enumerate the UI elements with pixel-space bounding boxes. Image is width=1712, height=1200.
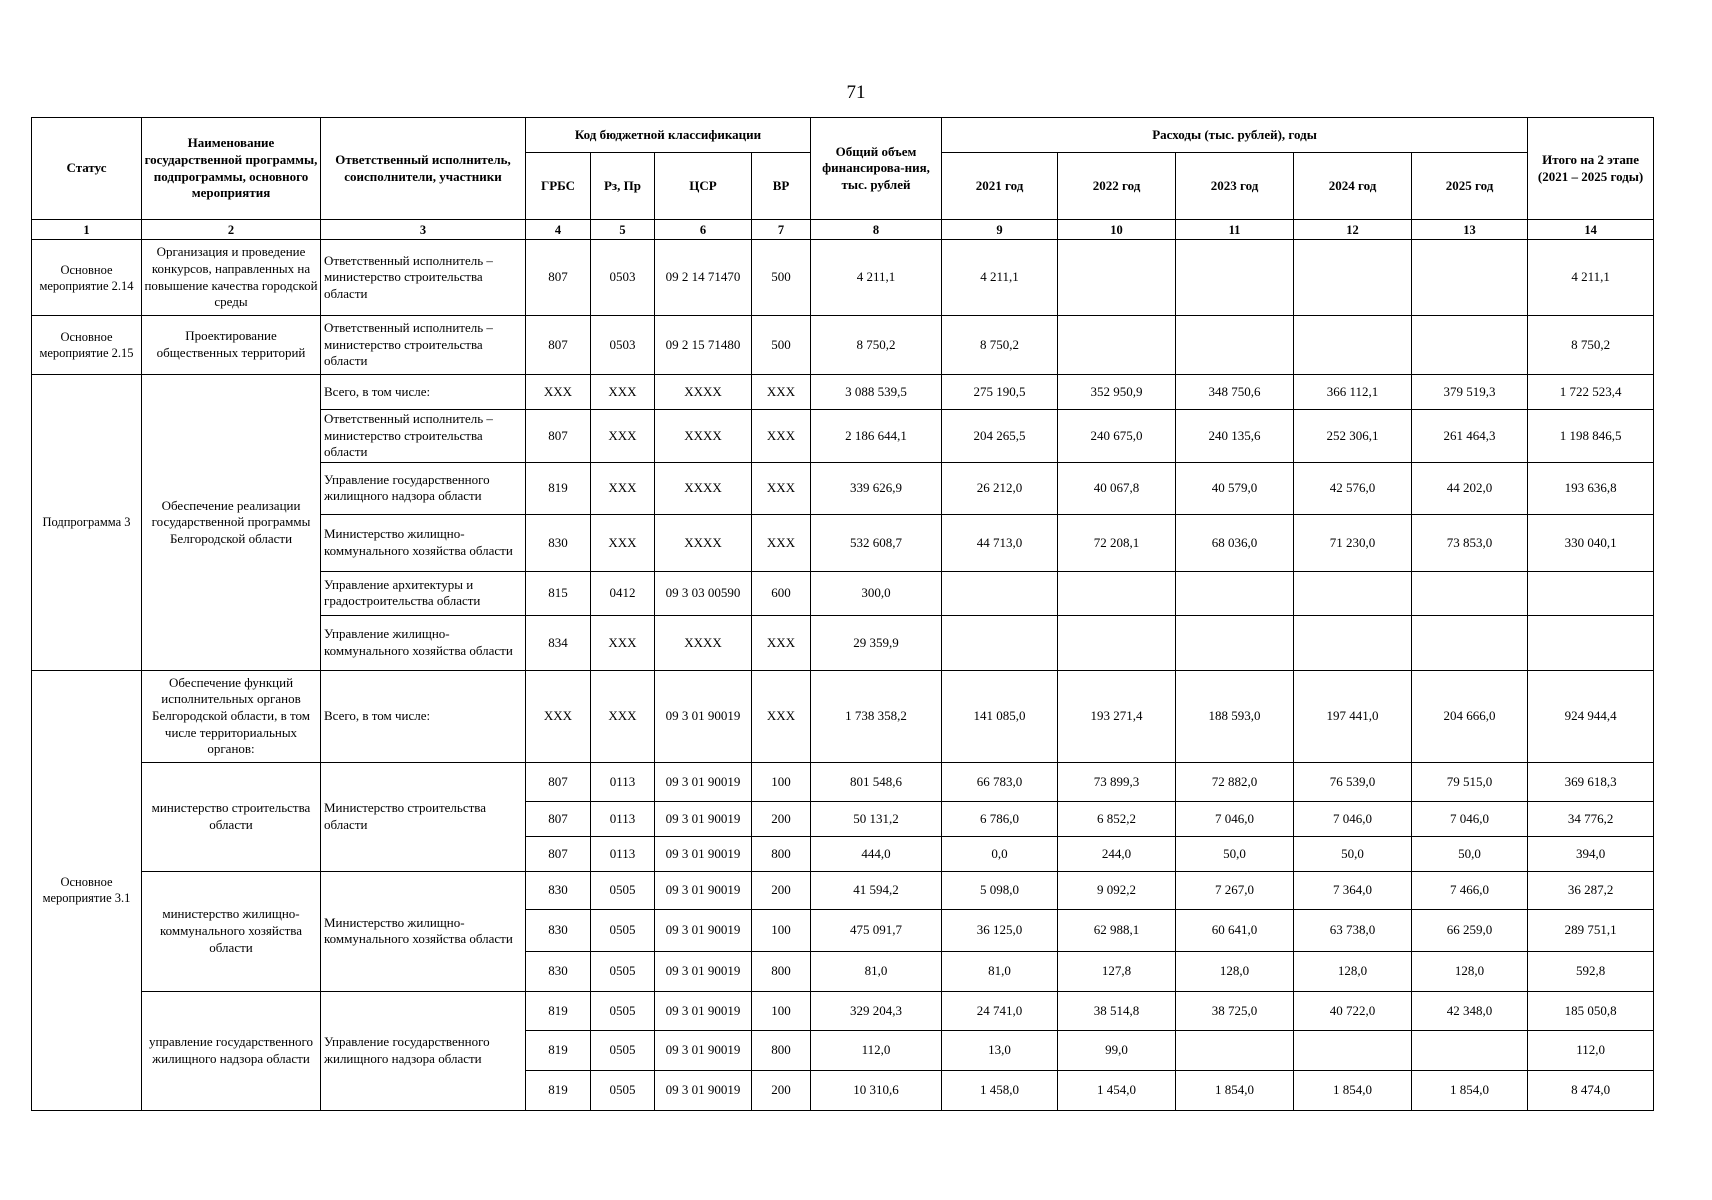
row-name: Обеспечение функций исполнительных органов Белгородской области, в том числе территориальных органов:	[142, 670, 321, 762]
cell-y2022: 62 988,1	[1058, 909, 1176, 951]
cell-y2023	[1176, 615, 1294, 670]
cell-rzpr: ХХХ	[591, 670, 655, 762]
cell-y2021: 1 458,0	[942, 1070, 1058, 1110]
cell-y2021: 26 212,0	[942, 462, 1058, 514]
cell-y2023: 128,0	[1176, 951, 1294, 991]
cell-y2021: 204 265,5	[942, 410, 1058, 463]
cell-csr: ХХХХ	[655, 514, 752, 571]
table-row	[32, 670, 1654, 762]
cell-vr: 100	[752, 762, 811, 801]
header-2023: 2023 год	[1176, 153, 1294, 220]
cell-y2022: 193 271,4	[1058, 670, 1176, 762]
cell-y2024: 197 441,0	[1294, 670, 1412, 762]
cell-itogo	[1528, 615, 1654, 670]
cell-y2021: 44 713,0	[942, 514, 1058, 571]
cell-y2023	[1176, 1030, 1294, 1070]
cell-vr: 100	[752, 991, 811, 1030]
cell-y2022: 240 675,0	[1058, 410, 1176, 463]
cell-y2021: 24 741,0	[942, 991, 1058, 1030]
cell-total: 8 750,2	[811, 316, 942, 375]
header-2024: 2024 год	[1294, 153, 1412, 220]
cell-total: 50 131,2	[811, 801, 942, 836]
row-executor: Управление государственного жилищного надзора области	[321, 991, 526, 1110]
cell-csr: 09 3 01 90019	[655, 801, 752, 836]
cell-vr: ХХХ	[752, 410, 811, 463]
cell-grbs: ХХХ	[526, 375, 591, 410]
cell-y2021: 81,0	[942, 951, 1058, 991]
cell-rzpr: 0505	[591, 951, 655, 991]
cell-grbs: 819	[526, 991, 591, 1030]
table-row	[32, 991, 1654, 1030]
cell-y2025	[1412, 615, 1528, 670]
cell-y2024: 7 046,0	[1294, 801, 1412, 836]
cell-y2025: 261 464,3	[1412, 410, 1528, 463]
header-rzpr: Рз, Пр	[591, 153, 655, 220]
col-number: 1	[32, 220, 142, 240]
row-status: Подпрограмма 3	[32, 375, 142, 671]
cell-total: 339 626,9	[811, 462, 942, 514]
cell-grbs: 807	[526, 316, 591, 375]
cell-rzpr: 0505	[591, 909, 655, 951]
cell-grbs: 830	[526, 909, 591, 951]
cell-csr: 09 3 01 90019	[655, 836, 752, 871]
cell-y2025: 204 666,0	[1412, 670, 1528, 762]
cell-total: 300,0	[811, 571, 942, 615]
cell-y2024	[1294, 240, 1412, 316]
cell-itogo: 1 198 846,5	[1528, 410, 1654, 463]
cell-y2024	[1294, 571, 1412, 615]
cell-y2022: 127,8	[1058, 951, 1176, 991]
row-name: министерство строительства области	[142, 762, 321, 871]
cell-y2023	[1176, 240, 1294, 316]
cell-csr: 09 3 01 90019	[655, 1070, 752, 1110]
cell-total: 4 211,1	[811, 240, 942, 316]
cell-y2024: 63 738,0	[1294, 909, 1412, 951]
cell-y2023	[1176, 571, 1294, 615]
cell-y2024: 40 722,0	[1294, 991, 1412, 1030]
cell-y2025	[1412, 1030, 1528, 1070]
table-row	[32, 871, 1654, 909]
table-body	[32, 240, 1654, 1111]
cell-y2025	[1412, 571, 1528, 615]
cell-itogo: 36 287,2	[1528, 871, 1654, 909]
cell-csr: 09 2 15 71480	[655, 316, 752, 375]
cell-grbs: ХХХ	[526, 670, 591, 762]
cell-csr: 09 3 01 90019	[655, 670, 752, 762]
header-grbs: ГРБС	[526, 153, 591, 220]
cell-rzpr: 0503	[591, 316, 655, 375]
header-total-volume: Общий объем финансирова-ния, тыс. рублей	[811, 118, 942, 220]
cell-y2024: 366 112,1	[1294, 375, 1412, 410]
cell-itogo: 289 751,1	[1528, 909, 1654, 951]
cell-y2021: 275 190,5	[942, 375, 1058, 410]
cell-grbs: 807	[526, 836, 591, 871]
cell-csr: 09 3 01 90019	[655, 762, 752, 801]
cell-itogo: 193 636,8	[1528, 462, 1654, 514]
cell-y2022	[1058, 316, 1176, 375]
cell-vr: 800	[752, 951, 811, 991]
cell-y2025: 7 466,0	[1412, 871, 1528, 909]
cell-vr: 200	[752, 801, 811, 836]
cell-total: 801 548,6	[811, 762, 942, 801]
cell-y2023: 240 135,6	[1176, 410, 1294, 463]
col-number: 9	[942, 220, 1058, 240]
cell-y2023: 348 750,6	[1176, 375, 1294, 410]
col-number: 11	[1176, 220, 1294, 240]
cell-csr: ХХХХ	[655, 462, 752, 514]
cell-y2025: 44 202,0	[1412, 462, 1528, 514]
cell-y2022: 1 454,0	[1058, 1070, 1176, 1110]
cell-total: 444,0	[811, 836, 942, 871]
cell-rzpr: 0505	[591, 1070, 655, 1110]
header-2021: 2021 год	[942, 153, 1058, 220]
cell-vr: 600	[752, 571, 811, 615]
budget-table	[31, 117, 1654, 1111]
cell-y2024	[1294, 1030, 1412, 1070]
cell-itogo: 4 211,1	[1528, 240, 1654, 316]
row-executor: Ответственный исполнитель – министерство строительства области	[321, 410, 526, 463]
cell-y2021	[942, 615, 1058, 670]
cell-itogo: 924 944,4	[1528, 670, 1654, 762]
cell-itogo: 369 618,3	[1528, 762, 1654, 801]
row-executor: Всего, в том числе:	[321, 670, 526, 762]
cell-total: 532 608,7	[811, 514, 942, 571]
cell-y2025: 50,0	[1412, 836, 1528, 871]
column-numbers-row	[32, 220, 1654, 240]
cell-y2023: 68 036,0	[1176, 514, 1294, 571]
table-row	[32, 375, 1654, 410]
row-status: Основное мероприятие 2.15	[32, 316, 142, 375]
cell-y2025: 79 515,0	[1412, 762, 1528, 801]
cell-y2023: 1 854,0	[1176, 1070, 1294, 1110]
cell-y2022: 40 067,8	[1058, 462, 1176, 514]
cell-y2022: 244,0	[1058, 836, 1176, 871]
cell-csr: ХХХХ	[655, 615, 752, 670]
cell-y2025	[1412, 316, 1528, 375]
cell-y2024: 128,0	[1294, 951, 1412, 991]
cell-itogo: 34 776,2	[1528, 801, 1654, 836]
cell-rzpr: 0113	[591, 836, 655, 871]
cell-y2023: 50,0	[1176, 836, 1294, 871]
header-2025: 2025 год	[1412, 153, 1528, 220]
cell-csr: 09 3 03 00590	[655, 571, 752, 615]
row-status: Основное мероприятие 2.14	[32, 240, 142, 316]
cell-y2022	[1058, 240, 1176, 316]
cell-rzpr: ХХХ	[591, 615, 655, 670]
col-number: 13	[1412, 220, 1528, 240]
cell-grbs: 807	[526, 762, 591, 801]
header-status: Статус	[32, 118, 142, 220]
row-name: Проектирование общественных территорий	[142, 316, 321, 375]
cell-y2023: 40 579,0	[1176, 462, 1294, 514]
header-executor: Ответственный исполнитель, соисполнители, участники	[321, 118, 526, 220]
header-csr: ЦСР	[655, 153, 752, 220]
cell-y2022	[1058, 615, 1176, 670]
cell-grbs: 807	[526, 240, 591, 316]
header-vr: ВР	[752, 153, 811, 220]
cell-y2024	[1294, 316, 1412, 375]
row-executor: Министерство жилищно-коммунального хозяйства области	[321, 871, 526, 991]
cell-y2025: 128,0	[1412, 951, 1528, 991]
cell-y2023: 38 725,0	[1176, 991, 1294, 1030]
row-executor: Ответственный исполнитель – министерство строительства области	[321, 316, 526, 375]
cell-y2022: 6 852,2	[1058, 801, 1176, 836]
col-number: 4	[526, 220, 591, 240]
col-number: 10	[1058, 220, 1176, 240]
cell-y2024: 1 854,0	[1294, 1070, 1412, 1110]
page-number: 71	[846, 82, 866, 103]
cell-rzpr: 0505	[591, 991, 655, 1030]
header-name: Наименование государственной программы, подпрограммы, основного мероприятия	[142, 118, 321, 220]
cell-csr: ХХХХ	[655, 410, 752, 463]
cell-rzpr: 0412	[591, 571, 655, 615]
cell-rzpr: ХХХ	[591, 462, 655, 514]
cell-y2023: 188 593,0	[1176, 670, 1294, 762]
cell-y2021: 6 786,0	[942, 801, 1058, 836]
cell-csr: 09 3 01 90019	[655, 951, 752, 991]
cell-grbs: 819	[526, 1070, 591, 1110]
col-number: 2	[142, 220, 321, 240]
cell-y2023	[1176, 316, 1294, 375]
cell-total: 112,0	[811, 1030, 942, 1070]
cell-rzpr: 0505	[591, 1030, 655, 1070]
cell-itogo: 330 040,1	[1528, 514, 1654, 571]
cell-grbs: 807	[526, 410, 591, 463]
cell-total: 10 310,6	[811, 1070, 942, 1110]
row-executor: Министерство жилищно-коммунального хозяйства области	[321, 514, 526, 571]
cell-rzpr: 0113	[591, 762, 655, 801]
cell-grbs: 815	[526, 571, 591, 615]
cell-csr: ХХХХ	[655, 375, 752, 410]
cell-vr: ХХХ	[752, 375, 811, 410]
col-number: 14	[1528, 220, 1654, 240]
row-status: Основное мероприятие 3.1	[32, 670, 142, 1110]
cell-total: 2 186 644,1	[811, 410, 942, 463]
cell-grbs: 807	[526, 801, 591, 836]
cell-grbs: 830	[526, 951, 591, 991]
cell-csr: 09 3 01 90019	[655, 871, 752, 909]
cell-y2025: 379 519,3	[1412, 375, 1528, 410]
cell-y2022: 99,0	[1058, 1030, 1176, 1070]
row-executor: Управление государственного жилищного надзора области	[321, 462, 526, 514]
table-row	[32, 316, 1654, 375]
cell-vr: ХХХ	[752, 514, 811, 571]
cell-vr: 200	[752, 871, 811, 909]
row-name: управление государственного жилищного надзора области	[142, 991, 321, 1110]
row-executor: Ответственный исполнитель – министерство строительства области	[321, 240, 526, 316]
cell-y2021: 141 085,0	[942, 670, 1058, 762]
row-name: Обеспечение реализации государственной программы Белгородской области	[142, 375, 321, 671]
col-number: 3	[321, 220, 526, 240]
cell-csr: 09 3 01 90019	[655, 991, 752, 1030]
cell-csr: 09 2 14 71470	[655, 240, 752, 316]
row-executor: Управление архитектуры и градостроительства области	[321, 571, 526, 615]
cell-vr: ХХХ	[752, 615, 811, 670]
cell-y2022: 38 514,8	[1058, 991, 1176, 1030]
cell-y2025	[1412, 240, 1528, 316]
cell-itogo: 592,8	[1528, 951, 1654, 991]
cell-vr: 500	[752, 240, 811, 316]
cell-vr: 800	[752, 1030, 811, 1070]
cell-y2024: 71 230,0	[1294, 514, 1412, 571]
cell-y2024: 50,0	[1294, 836, 1412, 871]
cell-rzpr: 0113	[591, 801, 655, 836]
table-row	[32, 762, 1654, 801]
col-number: 5	[591, 220, 655, 240]
col-number: 7	[752, 220, 811, 240]
cell-itogo: 112,0	[1528, 1030, 1654, 1070]
cell-y2021: 5 098,0	[942, 871, 1058, 909]
cell-vr: 800	[752, 836, 811, 871]
header-itogo: Итого на 2 этапе (2021 – 2025 годы)	[1528, 118, 1654, 220]
cell-y2021	[942, 571, 1058, 615]
cell-itogo: 185 050,8	[1528, 991, 1654, 1030]
cell-y2023: 72 882,0	[1176, 762, 1294, 801]
cell-itogo: 8 474,0	[1528, 1070, 1654, 1110]
cell-vr: 500	[752, 316, 811, 375]
cell-y2021: 66 783,0	[942, 762, 1058, 801]
cell-itogo: 394,0	[1528, 836, 1654, 871]
cell-grbs: 830	[526, 514, 591, 571]
cell-csr: 09 3 01 90019	[655, 1030, 752, 1070]
table-header	[32, 118, 1654, 240]
cell-itogo: 8 750,2	[1528, 316, 1654, 375]
col-number: 12	[1294, 220, 1412, 240]
cell-rzpr: 0503	[591, 240, 655, 316]
cell-y2024: 252 306,1	[1294, 410, 1412, 463]
cell-y2025: 1 854,0	[1412, 1070, 1528, 1110]
row-executor: Управление жилищно-коммунального хозяйства области	[321, 615, 526, 670]
cell-itogo	[1528, 571, 1654, 615]
cell-y2023: 7 046,0	[1176, 801, 1294, 836]
cell-y2022: 72 208,1	[1058, 514, 1176, 571]
cell-y2022: 73 899,3	[1058, 762, 1176, 801]
col-number: 8	[811, 220, 942, 240]
row-executor: Министерство строительства области	[321, 762, 526, 871]
cell-y2023: 60 641,0	[1176, 909, 1294, 951]
cell-y2021: 13,0	[942, 1030, 1058, 1070]
cell-y2024: 76 539,0	[1294, 762, 1412, 801]
header-budget-code: Код бюджетной классификации	[526, 118, 811, 153]
cell-total: 81,0	[811, 951, 942, 991]
cell-total: 3 088 539,5	[811, 375, 942, 410]
cell-y2023: 7 267,0	[1176, 871, 1294, 909]
cell-y2025: 7 046,0	[1412, 801, 1528, 836]
cell-total: 29 359,9	[811, 615, 942, 670]
table-row	[32, 240, 1654, 316]
cell-vr: ХХХ	[752, 462, 811, 514]
cell-y2021: 8 750,2	[942, 316, 1058, 375]
cell-grbs: 834	[526, 615, 591, 670]
cell-total: 41 594,2	[811, 871, 942, 909]
cell-y2025: 42 348,0	[1412, 991, 1528, 1030]
cell-y2024: 7 364,0	[1294, 871, 1412, 909]
cell-y2022	[1058, 571, 1176, 615]
cell-y2021: 4 211,1	[942, 240, 1058, 316]
cell-vr: 200	[752, 1070, 811, 1110]
cell-total: 329 204,3	[811, 991, 942, 1030]
header-2022: 2022 год	[1058, 153, 1176, 220]
cell-rzpr: 0505	[591, 871, 655, 909]
cell-itogo: 1 722 523,4	[1528, 375, 1654, 410]
cell-vr: ХХХ	[752, 670, 811, 762]
row-name: министерство жилищно-коммунального хозяйства области	[142, 871, 321, 991]
cell-vr: 100	[752, 909, 811, 951]
row-executor: Всего, в том числе:	[321, 375, 526, 410]
cell-rzpr: ХХХ	[591, 514, 655, 571]
cell-rzpr: ХХХ	[591, 410, 655, 463]
cell-y2024: 42 576,0	[1294, 462, 1412, 514]
cell-csr: 09 3 01 90019	[655, 909, 752, 951]
cell-grbs: 830	[526, 871, 591, 909]
header-expenses: Расходы (тыс. рублей), годы	[942, 118, 1528, 153]
cell-grbs: 819	[526, 1030, 591, 1070]
cell-y2021: 0,0	[942, 836, 1058, 871]
cell-y2025: 73 853,0	[1412, 514, 1528, 571]
cell-y2024	[1294, 615, 1412, 670]
row-name: Организация и проведение конкурсов, направленных на повышение качества городской среды	[142, 240, 321, 316]
cell-y2022: 9 092,2	[1058, 871, 1176, 909]
col-number: 6	[655, 220, 752, 240]
cell-y2025: 66 259,0	[1412, 909, 1528, 951]
cell-total: 475 091,7	[811, 909, 942, 951]
cell-rzpr: ХХХ	[591, 375, 655, 410]
cell-grbs: 819	[526, 462, 591, 514]
cell-y2022: 352 950,9	[1058, 375, 1176, 410]
cell-y2021: 36 125,0	[942, 909, 1058, 951]
cell-total: 1 738 358,2	[811, 670, 942, 762]
